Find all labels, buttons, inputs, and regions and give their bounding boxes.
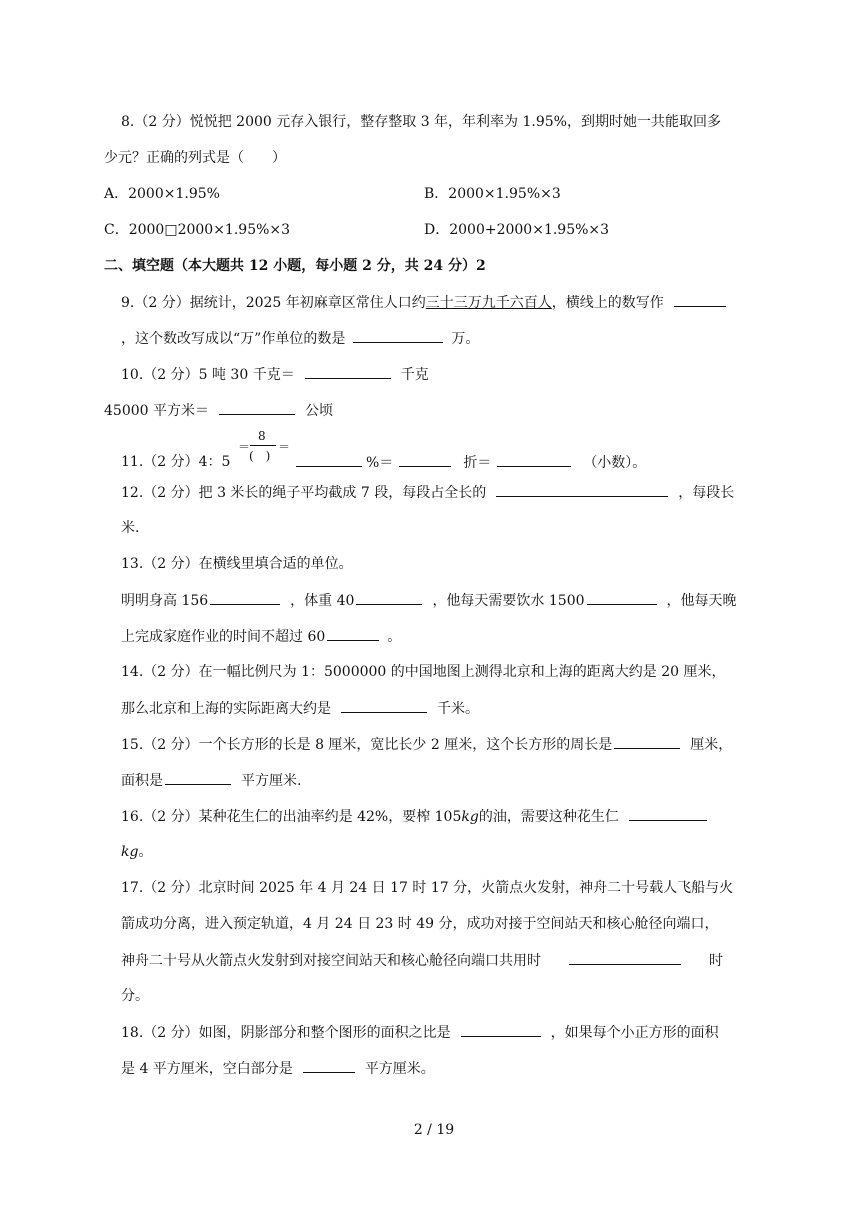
q13-text-end: 。 <box>387 629 402 645</box>
q9-blank-1[interactable] <box>674 292 726 307</box>
q12-blank[interactable] <box>496 482 668 497</box>
q11-blank-percent[interactable] <box>296 452 362 467</box>
q16-line1 <box>121 806 707 827</box>
q14-line1: 14.（2 分）在一幅比例尺为 1：5000000 的中国地图上测得北京和上海的距离大约是 20 厘米， <box>121 664 726 680</box>
q9-line2 <box>121 328 479 349</box>
q13-line3 <box>121 626 401 647</box>
q13-text-evening: ，他每天晚 <box>666 593 737 609</box>
q16-text-end: 。 <box>138 844 153 860</box>
q14-text-b: 千米。 <box>437 701 479 717</box>
q16-unit-kg-2: kg <box>121 844 139 860</box>
q18-blank-area[interactable] <box>303 1058 355 1073</box>
q12-line1 <box>121 482 734 503</box>
q17-text-a: 神舟二十号从火箭点火发射到对接空间站天和核心舱径向端口共用时 <box>121 953 541 969</box>
q8-option-a: A．2000×1.95% <box>104 186 220 202</box>
q9-underlined-number: 三十三万九千六百人 <box>425 295 552 311</box>
q13-blank-time[interactable] <box>327 626 379 641</box>
q12-line2: 米. <box>121 520 140 536</box>
q14-line2 <box>121 698 479 719</box>
q10-line2 <box>104 400 333 421</box>
q14-text-a: 那么北京和上海的实际距离大约是 <box>121 701 331 717</box>
q8-option-b: B．2000×1.95%×3 <box>424 186 561 202</box>
q15-text-d: 平方厘米. <box>241 773 302 789</box>
q13-line1: 13.（2 分）在横线里填合适的单位。 <box>121 556 353 572</box>
q9-line1 <box>121 292 730 313</box>
q11-text-start: 11.（2 分）4：5 <box>121 454 231 470</box>
q18-text-c: 是 4 平方厘米，空白部分是 <box>121 1061 293 1077</box>
q13-blank-weight[interactable] <box>356 590 422 605</box>
q11-discount-label: 折＝ <box>463 455 492 471</box>
q13-text-water: ，他每天需要饮水 1500 <box>432 593 585 609</box>
q18-line1 <box>121 1022 719 1043</box>
q18-text-a: 18.（2 分）如图，阴影部分和整个图形的面积之比是 <box>121 1025 451 1041</box>
q15-line2 <box>121 770 301 791</box>
q15-blank-area[interactable] <box>165 770 231 785</box>
q16-text-a: 16.（2 分）某种花生仁的出油率约是 42%，要榨 105 <box>121 809 462 825</box>
q13-text-weight: ，体重 40 <box>290 593 355 609</box>
q13-blank-height[interactable] <box>210 590 280 605</box>
q10-text-d: 公顷 <box>305 403 333 419</box>
q11-fraction-denominator[interactable]: ( ) <box>249 449 271 463</box>
q18-blank-ratio[interactable] <box>461 1022 541 1037</box>
q11-rest <box>296 452 646 473</box>
q11-equals-1: ＝ <box>238 440 251 454</box>
q9-text-b: ，横线上的数写作 <box>551 295 664 311</box>
q11-blank-decimal[interactable] <box>497 452 571 467</box>
q11-blank-discount[interactable] <box>399 452 451 467</box>
q12-text-b: ，每段长 <box>678 485 735 501</box>
q18-line2 <box>121 1058 435 1079</box>
q10-blank-1[interactable] <box>305 364 391 379</box>
q15-blank-perimeter[interactable] <box>614 734 680 749</box>
q8-line1: 8.（2 分）悦悦把 2000 元存入银行，整存整取 3 年，年利率为 1.95%，到期时她一共能取回多 <box>121 114 721 130</box>
q13-line2 <box>121 590 737 611</box>
q11-equals-2: ＝ <box>278 440 291 454</box>
q11-percent-label: %＝ <box>366 455 394 471</box>
q12-text-a: 12.（2 分）把 3 米长的绳子平均截成 7 段，每段占全长的 <box>121 485 487 501</box>
q10-text-b: 千克 <box>400 367 429 383</box>
q16-blank[interactable] <box>629 806 707 821</box>
q10-text-a: 10.（2 分）5 吨 30 千克＝ <box>121 367 295 383</box>
q17-line1: 17.（2 分）北京时间 2025 年 4 月 24 日 17 时 17 分，火箭点火发射，神舟二十号载人飞船与火 <box>121 880 734 896</box>
q15-text-c: 面积是 <box>121 773 163 789</box>
q9-text-a: 9.（2 分）据统计，2025 年初麻章区常住人口约 <box>121 295 426 311</box>
q17-text-hour: 时 <box>709 953 723 969</box>
q9-text-c: ，这个数改写成以“万”作单位的数是 <box>121 331 346 347</box>
q16-text-b: 的油，需要这种花生仁 <box>478 809 619 825</box>
q15-text-b: 厘米， <box>690 737 733 753</box>
q17-blank[interactable] <box>569 950 681 965</box>
q13-text-homework: 上完成家庭作业的时间不超过 60 <box>121 629 326 645</box>
q16-unit-kg: kg <box>461 809 479 825</box>
q18-text-d: 平方厘米。 <box>364 1061 435 1077</box>
q8-option-c: C．2000□2000×1.95%×3 <box>104 222 291 238</box>
q17-line3 <box>121 950 723 971</box>
q11-fraction-numerator: 8 <box>258 429 266 443</box>
q15-text-a: 15.（2 分）一个长方形的长是 8 厘米，宽比长少 2 厘米，这个长方形的周长是 <box>121 737 613 753</box>
q9-text-d: 万。 <box>451 331 480 347</box>
q16-line2 <box>121 842 152 862</box>
q13-text-height: 明明身高 156 <box>121 593 209 609</box>
q15-line1 <box>121 734 732 755</box>
page-number: 2 / 19 <box>413 1122 455 1138</box>
q8-line2: 少元？正确的列式是（ ） <box>104 150 286 166</box>
q8-option-d: D．2000+2000×1.95%×3 <box>424 222 610 238</box>
q18-text-b: ，如果每个小正方形的面积 <box>550 1025 719 1041</box>
q11-fraction-bar <box>250 445 276 446</box>
q13-blank-water[interactable] <box>587 590 657 605</box>
q10-line1 <box>121 364 429 385</box>
q11-decimal-label: （小数）。 <box>583 455 647 471</box>
q17-line4: 分。 <box>121 988 149 1004</box>
q10-text-c: 45000 平方米＝ <box>104 403 209 419</box>
q9-blank-2[interactable] <box>353 328 443 343</box>
q17-line2: 箭成功分离，进入预定轨道，4 月 24 日 23 时 49 分，成功对接于空间站天和核心舱径向端口， <box>121 916 719 932</box>
section-heading: 二、填空题（本大题共 12 小题，每小题 2 分，共 24 分）2 <box>104 258 486 274</box>
q14-blank[interactable] <box>341 698 427 713</box>
q10-blank-2[interactable] <box>219 400 295 415</box>
